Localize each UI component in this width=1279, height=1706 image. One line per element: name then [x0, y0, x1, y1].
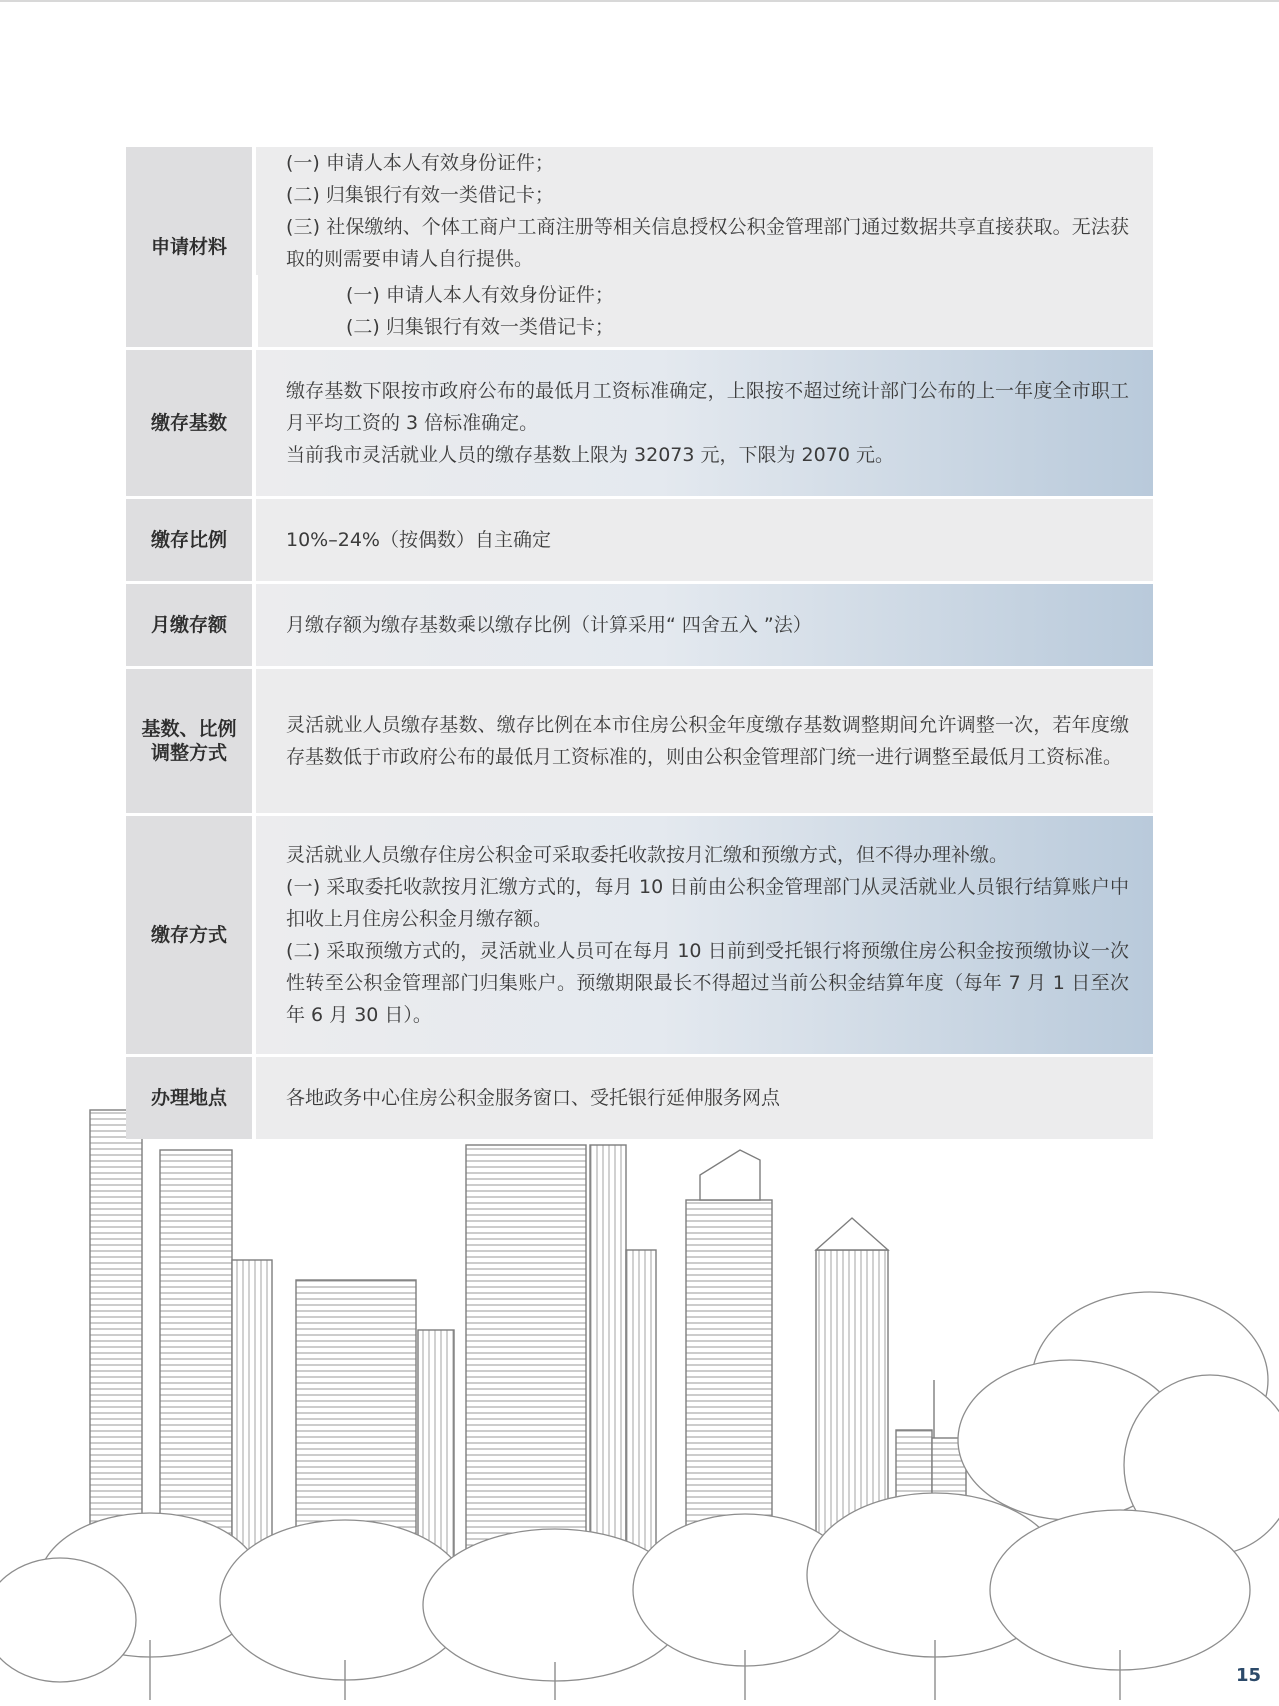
materials-right-item: (一) 申请人本人有效身份证件； — [346, 284, 614, 306]
row-label-contribution-ratio: 缴存比例 — [126, 499, 252, 581]
info-table — [126, 147, 1153, 1139]
contribution-base-cell — [256, 350, 1153, 496]
location-text: 各地政务中心住房公积金服务窗口、受托银行延伸服务网点 — [286, 1087, 781, 1109]
contribution-ratio-cell — [256, 499, 1153, 581]
contribution-base-text: 缴存基数下限按市政府公布的最低月工资标准确定，上限按不超过统计部门公布的上一年度全市职工月平均工资的 3 倍标准确定。 — [286, 380, 1129, 434]
contribution-base-text: 当前我市灵活就业人员的缴存基数上限为 32073 元，下限为 2070 元。 — [286, 444, 894, 466]
contribution-ratio-text: 10%–24%（按偶数）自主确定 — [286, 529, 551, 551]
materials-right-column — [256, 275, 1153, 347]
materials-right-item: (二) 归集银行有效一类借记卡； — [346, 316, 614, 338]
materials-cell — [256, 147, 1153, 347]
payment-method-text: (二) 采取预缴方式的，灵活就业人员可在每月 10 日前到受托银行将预缴住房公积金按预缴协议一次性转至公积金管理部门归集账户。预缴期限最长不得超过当前公积金结算年度（每年 7 月 1 日至次年 6 月 30 日）。 — [286, 940, 1129, 1026]
materials-left-column — [256, 147, 1153, 275]
materials-left-item: (二) 归集银行有效一类借记卡； — [286, 184, 554, 206]
row-label-location: 办理地点 — [126, 1057, 252, 1139]
payment-method-text: 灵活就业人员缴存住房公积金可采取委托收款按月汇缴和预缴方式，但不得办理补缴。 — [286, 844, 1009, 866]
payment-method-cell — [256, 816, 1153, 1054]
materials-left-item: (三) 社保缴纳、个体工商户工商注册等相关信息授权公积金管理部门通过数据共享直接获取。无法获取的则需要申请人自行提供。 — [286, 216, 1129, 270]
location-cell — [256, 1057, 1153, 1139]
adjustment-label-line: 调整方式 — [150, 742, 227, 764]
row-label-payment-method: 缴存方式 — [126, 816, 252, 1054]
page-number: 15 — [1235, 1665, 1261, 1686]
materials-left-item: (一) 申请人本人有效身份证件； — [286, 152, 554, 174]
row-label-monthly-amount: 月缴存额 — [126, 584, 252, 666]
adjustment-text: 灵活就业人员缴存基数、缴存比例在本市住房公积金年度缴存基数调整期间允许调整一次，若年度缴存基数低于市政府公布的最低月工资标准的，则由公积金管理部门统一进行调整至最低月工资标准。 — [286, 714, 1129, 768]
monthly-amount-cell — [256, 584, 1153, 666]
monthly-amount-text: 月缴存额为缴存基数乘以缴存比例（计算采用“ 四舍五入 ”法） — [286, 614, 812, 636]
row-label-materials: 申请材料 — [126, 147, 252, 347]
adjustment-label-line: 基数、比例 — [141, 718, 237, 740]
adjustment-cell — [256, 669, 1153, 813]
payment-method-text: (一) 采取委托收款按月汇缴方式的，每月 10 日前由公积金管理部门从灵活就业人员银行结算账户中扣收上月住房公积金月缴存额。 — [286, 876, 1129, 930]
row-label-contribution-base: 缴存基数 — [126, 350, 252, 496]
row-label-adjustment — [126, 669, 252, 813]
